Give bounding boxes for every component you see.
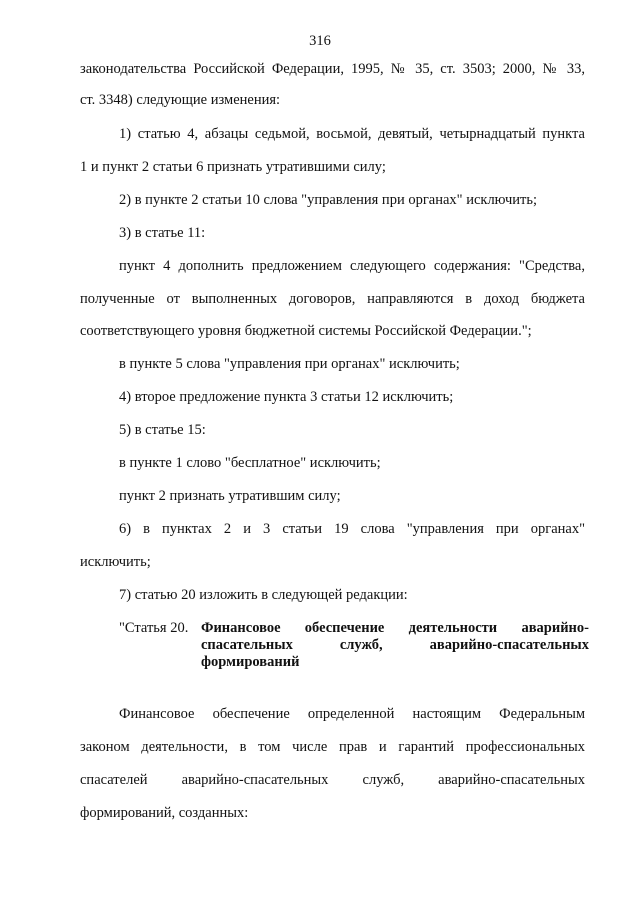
text-line: 4) второе предложение пункта 3 статьи 12 исключить;: [119, 389, 454, 405]
text-line: в пункте 5 слова "управления при органах" исключить;: [119, 356, 460, 372]
text-line: пункт 4 дополнить предложением следующего содержания: "Средства,: [119, 258, 585, 274]
text-line: 1) статью 4, абзацы седьмой, восьмой, девятый, четырнадцатый пункта: [119, 126, 585, 142]
text-line: пункт 2 признать утратившим силу;: [119, 488, 341, 504]
article-title: [201, 620, 589, 671]
text-line: 1 и пункт 2 статьи 6 признать утратившими силу;: [80, 159, 386, 175]
text-line: законодательства Российской Федерации, 1995, № 35, ст. 3503; 2000, № 33,: [80, 61, 585, 77]
page-number: 316: [309, 33, 331, 49]
text-line: 5) в статье 15:: [119, 422, 206, 438]
text-line: формирований, созданных:: [80, 805, 249, 821]
text-line: 6) в пунктах 2 и 3 статьи 19 слова "управления при органах": [119, 521, 585, 537]
article-title-line: формирований: [201, 654, 300, 670]
text-line: 3) в статье 11:: [119, 225, 206, 241]
text-line: полученные от выполненных договоров, направляются в доход бюджета: [80, 291, 585, 307]
text-line: исключить;: [80, 554, 151, 570]
text-line: 7) статью 20 изложить в следующей редакции:: [119, 587, 408, 603]
article-title-line: Финансовое обеспечение деятельности аварийно-: [201, 620, 589, 636]
article-title-line: спасательных служб, аварийно-спасательных: [201, 637, 589, 653]
text-line: ст. 3348) следующие изменения:: [80, 92, 281, 108]
text-line: законом деятельности, в том числе прав и гарантий профессиональных: [80, 739, 585, 755]
text-line: в пункте 1 слово "бесплатное" исключить;: [119, 455, 381, 471]
text-line: 2) в пункте 2 статьи 10 слова "управления при органах" исключить;: [119, 192, 537, 208]
article-label: "Статья 20.: [119, 620, 189, 636]
text-line: спасателей аварийно-спасательных служб, аварийно-спасательных: [80, 772, 585, 788]
text-line: Финансовое обеспечение определенной настоящим Федеральным: [119, 706, 585, 722]
text-line: соответствующего уровня бюджетной системы Российской Федерации.";: [80, 323, 532, 339]
